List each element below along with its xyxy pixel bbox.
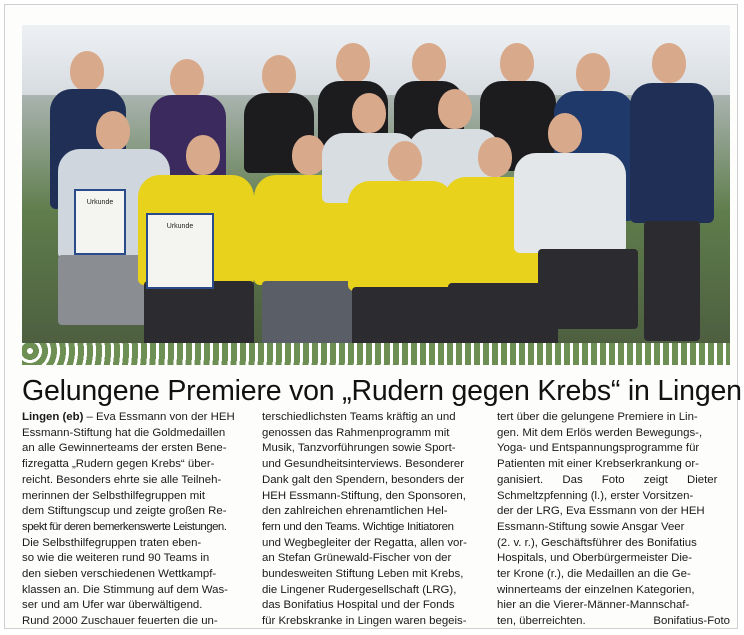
newspaper-clipping (4, 4, 742, 629)
photo-credit: Bonifatius-Foto (653, 615, 730, 628)
text-line: die Lingener Rudergesellschaft (LRG), (262, 583, 457, 596)
text-line: das Bonifatius Hospital und der Fonds (262, 599, 455, 612)
text-line: an Stefan Grünewald-Fischer von der (262, 552, 452, 565)
certificate-left (74, 189, 126, 255)
text-line: den sieben verschiedenen Wettkampf- (22, 568, 217, 581)
text-line: Hospitals, und Oberbürgermeister Die- (497, 552, 692, 565)
text-line: Schmeltzpfenning (l.), erster Vorsitzen- (497, 489, 694, 502)
text-line: Patienten mit einer Krebserkrankung or- (497, 458, 699, 471)
text-line: den zahlreichen ehrenamtlichen Hel- (262, 505, 448, 518)
text-line: fern und den Teams. Wichtige Initiatoren (262, 520, 454, 533)
certificate-right-label: Urkunde (166, 223, 194, 230)
article-column-3 (497, 410, 730, 630)
text-line: HEH Essmann-Stiftung, den Sponsoren, (262, 489, 466, 502)
text-line: Musik, Tanzvorführungen sowie Sport- (262, 442, 456, 455)
text-line: ter Krone (r.), die Medaillen an die Ge- (497, 568, 691, 581)
text-line: so wie die weiteren rund 90 Teams in (22, 552, 210, 565)
text-line: ten, überreichten. Bonifatius-Foto (497, 614, 730, 630)
text-line: an alle Gewinnerteams der ersten Bene- (22, 442, 227, 455)
text-line: Essmann-Stiftung sowie Ansgar Veer (497, 520, 685, 533)
text-line: für Krebskranke in Lingen waren begeis- (262, 615, 467, 628)
article-column-2 (262, 410, 487, 630)
text-line: merinnen der Selbsthilfegruppen mit (22, 489, 205, 502)
text-line: terschiedlichsten Teams kräftig an und (262, 411, 456, 423)
certificate-right (146, 213, 214, 289)
text-line: und Wegbegleiter der Regatta, allen vor- (262, 536, 467, 549)
text-line: (2. v. r.), Geschäftsführer des Bonifatius (497, 536, 697, 549)
text-line: Lingen (eb) – Eva Essmann von der HEH (22, 411, 235, 423)
text-line: und Gesundheitsinterviews. Besonderer (262, 458, 464, 471)
text-line: der der LRG, Eva Essmann von der HEH (497, 505, 705, 518)
text-line: bundesweiten Stiftung Leben mit Krebs, (262, 568, 464, 581)
text-line: fizregatta „Rudern gegen Krebs“ über- (22, 458, 215, 471)
text-line: ser und am Ufer war überwältigend. (22, 599, 203, 612)
text-line: Dank galt den Spendern, besonders der (262, 473, 465, 486)
text-line: genossen das Rahmenprogramm mit (262, 426, 450, 439)
text-line: Die Selbsthilfegruppen traten eben- (22, 536, 202, 549)
text-line: Yoga- und Entspannungsprogramme für (497, 442, 700, 455)
text-line: dem Stiftungscup und zeigte großen Re- (22, 505, 227, 518)
text-line: Essmann-Stiftung hat die Goldmedaillen (22, 426, 226, 439)
text-line: winnerteams der einzelnen Kategorien, (497, 583, 695, 596)
certificate-left-label: Urkunde (86, 199, 114, 206)
text-line: klassen an. Die Stimmung auf dem Was- (22, 583, 228, 596)
text-line: ganisiert. Das Foto zeigt Dieter (497, 473, 718, 486)
text-line: gen. Mit dem Erlös werden Bewegungs-, (497, 426, 703, 439)
text-line: spekt für deren bemerkenswerte Leistungen. (22, 520, 227, 533)
article-column-1 (22, 410, 250, 630)
text-line: tert über die gelungene Premiere in Lin- (497, 411, 698, 423)
text-line: Rund 2000 Zuschauer feuerten die un- (22, 615, 218, 628)
article-headline: Gelungene Premiere von „Rudern gegen Krebs“ in Lingen (22, 375, 742, 407)
dateline: Lingen (eb) (22, 411, 84, 423)
text-line: reicht. Besonders ehrte sie alle Teilneh- (22, 473, 222, 486)
flower-bed (22, 343, 730, 365)
text-line: hier an die Vierer-Männer-Mannschaf- (497, 599, 690, 612)
article-photo (22, 25, 730, 365)
